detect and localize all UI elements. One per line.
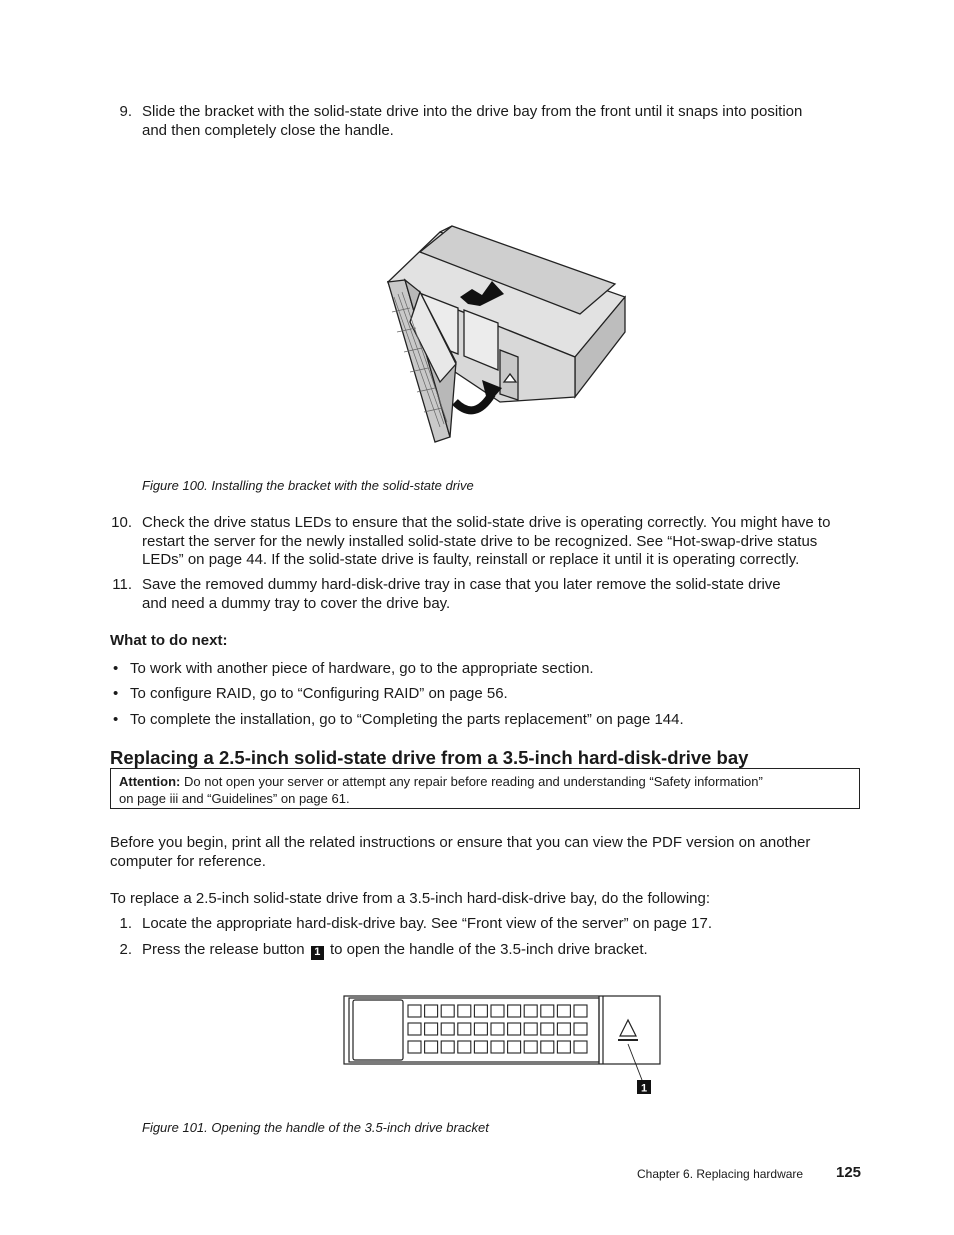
step-number: 2.: [119, 941, 132, 958]
step-text-line: Check the drive status LEDs to ensure that the solid-state drive is operating correctly. You might have to: [142, 514, 831, 531]
step-2-text-after: to open the handle of the 3.5-inch drive bracket.: [329, 941, 648, 958]
callout-badge: 1: [311, 946, 324, 960]
step-text-line: and need a dummy tray to cover the drive bay.: [142, 595, 451, 612]
attention-text-line: Do not open your server or attempt any repair before reading and understanding “Safety information”: [184, 774, 763, 789]
step-text-line: Slide the bracket with the solid-state drive into the drive bay from the front until it snaps into position: [142, 103, 803, 120]
callout-1-label: 1: [640, 1082, 648, 1095]
footer-chapter: Chapter 6. Replacing hardware: [637, 1167, 804, 1181]
step-2-text-before: Press the release button: [142, 941, 305, 958]
paragraph-line: Before you begin, print all the related instructions or ensure that you can view the PDF version on another: [110, 834, 811, 851]
what-to-do-next-heading: What to do next:: [110, 632, 228, 649]
step-number: 10.: [111, 514, 132, 531]
procedure-intro: To replace a 2.5-inch solid-state drive from a 3.5-inch hard-disk-drive bay, do the following:: [110, 890, 711, 907]
step-text-line: Locate the appropriate hard-disk-drive bay. See “Front view of the server” on page 17.: [142, 915, 713, 932]
step-number: 9.: [119, 103, 132, 120]
step-text-line: Save the removed dummy hard-disk-drive tray in case that you later remove the solid-state drive: [142, 576, 781, 593]
figure-101-caption: Figure 101. Opening the handle of the 3.5-inch drive bracket: [142, 1120, 489, 1135]
attention-notice: [110, 768, 860, 809]
attention-text-line: on page iii and “Guidelines” on page 61.: [119, 791, 350, 806]
figure-100-caption: Figure 100. Installing the bracket with the solid-state drive: [142, 478, 474, 493]
step-text-line: [142, 941, 648, 960]
paragraph-line: computer for reference.: [110, 853, 266, 870]
page-number: 125: [836, 1164, 862, 1181]
list-item: To configure RAID, go to “Configuring RAID” on page 56.: [130, 685, 508, 702]
step-number: 1.: [119, 915, 132, 932]
figure-100-illustration: [380, 222, 630, 447]
step-text-line: LEDs” on page 44. If the solid-state drive is faulty, reinstall or replace it until it is operating correctly.: [142, 551, 800, 568]
bullet-icon: •: [113, 711, 119, 728]
bullet-icon: •: [113, 685, 119, 702]
list-item: To complete the installation, go to “Completing the parts replacement” on page 144.: [130, 711, 684, 728]
figure-101-illustration: [340, 992, 665, 1102]
list-item: To work with another piece of hardware, go to the appropriate section.: [130, 660, 594, 677]
step-text-line: and then completely close the handle.: [142, 122, 394, 139]
step-number: 11.: [112, 576, 132, 593]
step-text-line: restart the server for the newly installed solid-state drive to be recognized. See “Hot-swap-drive status: [142, 533, 818, 550]
bullet-icon: •: [113, 660, 119, 677]
section-heading: Replacing a 2.5-inch solid-state drive from a 3.5-inch hard-disk-drive bay: [110, 747, 749, 768]
attention-label: Attention:: [119, 774, 181, 789]
